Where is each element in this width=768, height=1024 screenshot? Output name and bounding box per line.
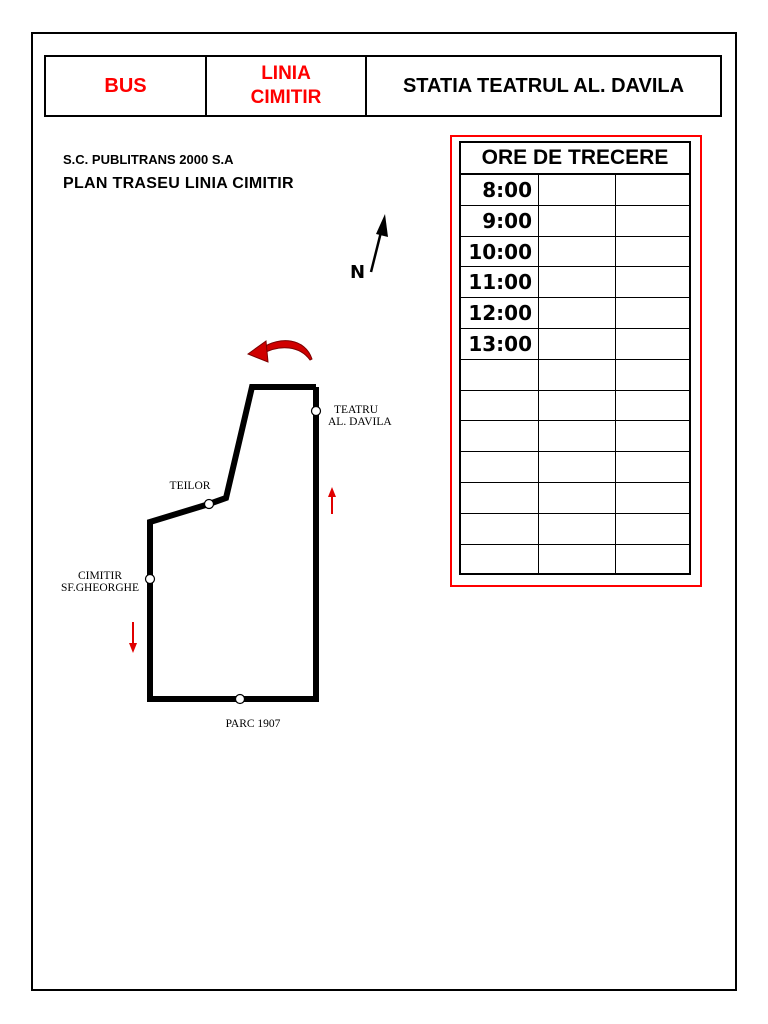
timetable-time: 13:00 <box>461 329 539 359</box>
timetable-time <box>461 391 539 421</box>
timetable-row <box>461 514 689 545</box>
timetable-cell <box>616 175 689 205</box>
timetable-row <box>461 452 689 483</box>
turnaround-arrow-icon <box>248 341 312 362</box>
timetable-time: 10:00 <box>461 237 539 267</box>
route-line <box>150 387 316 699</box>
timetable-time <box>461 421 539 451</box>
timetable-cell <box>616 483 689 513</box>
timetable-cell <box>539 329 616 359</box>
stop-label-cimitir-line2: SF.GHEORGHE <box>61 582 139 594</box>
timetable-cell <box>616 329 689 359</box>
timetable-row <box>461 298 689 329</box>
header-line-label-2: CIMITIR <box>250 87 322 108</box>
timetable-cell <box>616 452 689 482</box>
timetable-cell <box>539 298 616 328</box>
timetable-cell <box>616 421 689 451</box>
timetable-row <box>461 421 689 452</box>
stop-marker-parc[interactable] <box>236 695 245 704</box>
direction-arrow-down-icon <box>129 622 137 653</box>
timetable-cell <box>539 267 616 297</box>
timetable-time <box>461 360 539 390</box>
timetable-row <box>461 360 689 391</box>
header-station-label: STATIA TEATRUL AL. DAVILA <box>402 74 685 97</box>
stop-marker-teatru[interactable] <box>312 407 321 416</box>
stop-label-teilor: TEILOR <box>169 480 211 492</box>
timetable <box>459 141 691 575</box>
timetable-time: 9:00 <box>461 206 539 236</box>
timetable-cell <box>539 175 616 205</box>
timetable-cell <box>539 545 616 576</box>
timetable-cell <box>539 452 616 482</box>
timetable-row <box>461 329 689 360</box>
stop-label-parc: PARC 1907 <box>225 718 281 730</box>
timetable-cell <box>539 514 616 544</box>
timetable-cell <box>616 206 689 236</box>
north-arrow-icon <box>371 214 388 272</box>
timetable-title: ORE DE TRECERE <box>461 143 689 175</box>
stop-marker-teilor[interactable] <box>205 500 214 509</box>
timetable-time: 8:00 <box>461 175 539 205</box>
timetable-cell <box>539 360 616 390</box>
timetable-row <box>461 206 689 237</box>
timetable-cell <box>616 545 689 576</box>
stop-label-cimitir <box>50 570 150 594</box>
timetable-body <box>461 175 689 575</box>
timetable-cell <box>616 298 689 328</box>
timetable-cell <box>616 360 689 390</box>
stop-label-teatru-line1: TEATRU <box>334 404 379 416</box>
timetable-cell <box>539 421 616 451</box>
timetable-cell <box>616 514 689 544</box>
timetable-time: 11:00 <box>461 267 539 297</box>
plan-title: PLAN TRASEU LINIA CIMITIR <box>63 175 294 192</box>
timetable-time <box>461 483 539 513</box>
stop-label-teatru-line2: AL. DAVILA <box>328 416 392 428</box>
timetable-cell <box>616 237 689 267</box>
timetable-row <box>461 175 689 206</box>
timetable-time: 12:00 <box>461 298 539 328</box>
timetable-row <box>461 237 689 268</box>
north-label: N <box>350 262 366 283</box>
timetable-time <box>461 545 539 576</box>
header-bus-label: BUS <box>104 74 147 97</box>
timetable-cell <box>539 483 616 513</box>
timetable-cell <box>539 237 616 267</box>
timetable-cell <box>616 267 689 297</box>
header-line-label-1: LINIA <box>261 63 311 84</box>
timetable-cell <box>539 391 616 421</box>
timetable-row <box>461 267 689 298</box>
stop-label-teatru <box>322 404 402 428</box>
timetable-time <box>461 452 539 482</box>
timetable-row <box>461 483 689 514</box>
stop-label-cimitir-line1: CIMITIR <box>77 570 123 582</box>
direction-arrow-up-icon <box>328 487 336 514</box>
timetable-cell <box>616 391 689 421</box>
timetable-time <box>461 514 539 544</box>
timetable-cell <box>539 206 616 236</box>
timetable-row <box>461 391 689 422</box>
timetable-row <box>461 545 689 576</box>
company-name: S.C. PUBLITRANS 2000 S.A <box>63 152 234 167</box>
